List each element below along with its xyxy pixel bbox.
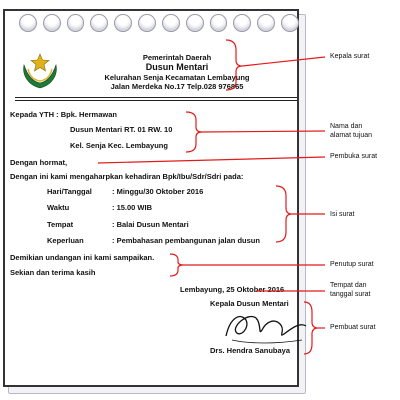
letterhead-line2: Dusun Mentari — [145, 62, 209, 72]
detail-value: : 15.00 WIB — [112, 203, 153, 212]
pembuat-bracket — [304, 302, 318, 354]
kepala-pointer — [242, 57, 325, 66]
body-intro: Dengan ini kami mengaharpkan kehadiran Bpk/Ibu/Sdr/Sdri pada: — [10, 172, 244, 181]
signer-title: Kepala Dusun Mentari — [210, 299, 289, 308]
label-nama-line1: Nama dan — [330, 123, 363, 130]
recipient-line1: Kepada YTH : Bpk. Hermawan — [10, 110, 117, 119]
penutup-bracket — [170, 254, 184, 276]
label-tempat-line1: Tempat dan — [330, 282, 367, 289]
detail-key: Waktu — [47, 203, 70, 212]
isi-bracket — [276, 186, 292, 242]
detail-value: : Minggu/30 Oktober 2016 — [112, 187, 204, 196]
place-date: Lembayung, 25 Oktober 2016 — [180, 285, 285, 294]
recipient-line2: Dusun Mentari RT. 01 RW. 10 — [70, 125, 173, 134]
recipient-line3: Kel. Senja Kec. Lembayung — [70, 141, 168, 150]
detail-key: Tempat — [47, 220, 74, 229]
opening-greeting: Dengan hormat, — [10, 158, 68, 167]
closing-line2: Sekian dan terima kasih — [10, 268, 96, 277]
detail-value: : Balai Dusun Mentari — [112, 220, 189, 229]
detail-key: Keperluan — [47, 236, 84, 245]
label-pembuka-surat: Pembuka surat — [330, 153, 378, 160]
closing-line1: Demikian undangan ini kami sampaikan. — [10, 253, 155, 262]
label-penutup-surat: Penutup surat — [330, 261, 374, 268]
label-nama-line2: alamat tujuan — [330, 132, 373, 139]
letterhead-line3: Kelurahan Senja Kecamatan Lembayung — [104, 73, 250, 82]
signer-name: Drs. Hendra Sanubaya — [210, 346, 291, 355]
label-kepala-surat: Kepala surat — [330, 53, 370, 60]
kepala-bracket — [226, 40, 242, 90]
label-isi-surat: Isi surat — [330, 211, 355, 218]
label-tempat-line2: tanggal surat — [330, 291, 371, 298]
signature-underline — [232, 340, 302, 343]
letterhead-line1: Pemerintah Daerah — [142, 53, 212, 62]
nama-bracket — [186, 112, 202, 152]
pembuka-pointer — [98, 157, 325, 163]
signature-scribble — [226, 317, 306, 336]
label-pembuat-surat: Pembuat surat — [330, 324, 376, 331]
detail-value: : Pembahasan pembangunan jalan dusun — [112, 236, 260, 245]
letterhead-line4: Jalan Merdeka No.17 Telp.028 976865 — [110, 82, 244, 91]
detail-key: Hari/Tanggal — [47, 187, 92, 196]
nama-pointer — [202, 131, 325, 132]
